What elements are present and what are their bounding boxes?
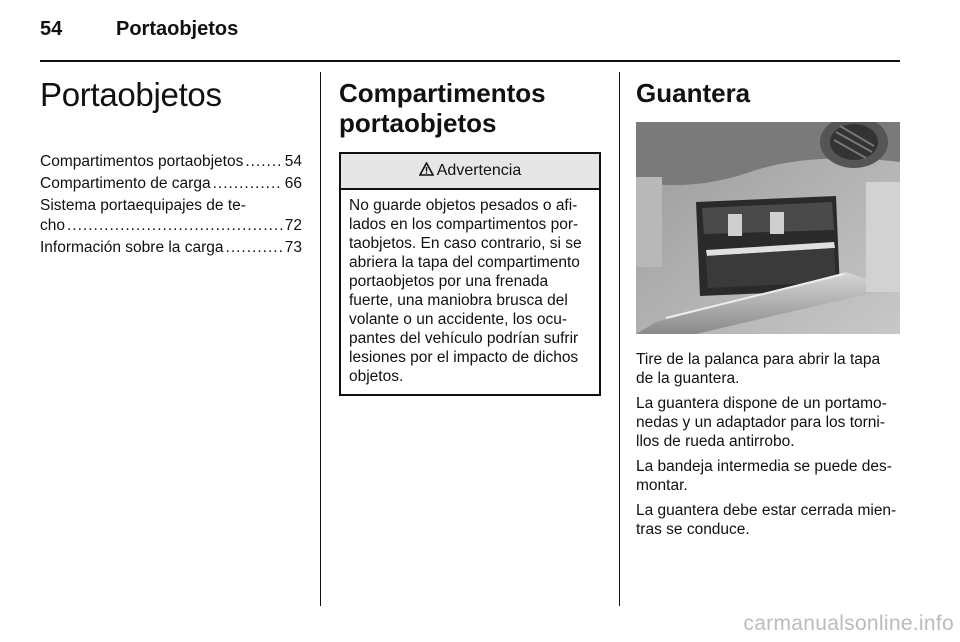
glovebox-photo bbox=[636, 122, 900, 334]
toc-page: 54 bbox=[284, 153, 302, 170]
column-divider-2 bbox=[619, 72, 620, 606]
table-of-contents bbox=[40, 152, 302, 258]
toc-label-line1: Sistema portaequipajes de te- bbox=[40, 197, 246, 214]
header-rule bbox=[40, 60, 900, 62]
watermark: carmanualsonline.info bbox=[743, 612, 954, 635]
toc-page: 72 bbox=[284, 217, 302, 234]
toc-page: 73 bbox=[284, 239, 302, 256]
warning-header bbox=[341, 154, 599, 190]
warning-box bbox=[339, 152, 601, 396]
toc-label: Información sobre la carga bbox=[40, 239, 224, 256]
toc-label: Compartimento de carga bbox=[40, 175, 211, 192]
warning-triangle-icon bbox=[419, 162, 434, 181]
glovebox-section bbox=[636, 72, 900, 545]
storage-section bbox=[339, 72, 601, 396]
chapter-title: Portaobjetos bbox=[40, 76, 222, 113]
page-number: 54 bbox=[40, 18, 63, 40]
paragraph: Tire de la palanca para abrir la tapa de la guantera. bbox=[636, 351, 881, 387]
toc-label: Compartimentos portaobjetos bbox=[40, 153, 244, 170]
section-title: Compartimentos portaobjetos bbox=[339, 78, 546, 138]
column-divider-1 bbox=[320, 72, 321, 606]
toc-entry[interactable] bbox=[40, 238, 302, 258]
toc-entry[interactable] bbox=[40, 196, 302, 236]
running-title: Portaobjetos bbox=[116, 18, 239, 40]
toc-label: cho bbox=[40, 217, 65, 234]
toc-entry[interactable] bbox=[40, 174, 302, 194]
warning-text: No guarde objetos pesados o afi- lados en los compartimentos por- taobjetos. En caso contrario, si se abriera la tapa del compartimento portaobjetos por una frenada fuerte, una maniobra brusca del volante o un accidente, los ocu- pantes del vehículo podrían sufrir lesiones por el impacto de dichos objetos. bbox=[349, 197, 582, 385]
page-header bbox=[40, 18, 238, 41]
toc-page: 66 bbox=[284, 175, 302, 192]
paragraph: La guantera dispone de un portamo- nedas y un adaptador para los torni- llos de rueda antirrobo. bbox=[636, 395, 887, 450]
toc-column bbox=[40, 72, 302, 260]
section-title: Guantera bbox=[636, 78, 751, 108]
toc-entry[interactable] bbox=[40, 152, 302, 172]
paragraph: La guantera debe estar cerrada mien- tras se conduce. bbox=[636, 502, 897, 538]
paragraph: La bandeja intermedia se puede des- montar. bbox=[636, 458, 892, 494]
warning-title: Advertencia bbox=[436, 162, 522, 179]
